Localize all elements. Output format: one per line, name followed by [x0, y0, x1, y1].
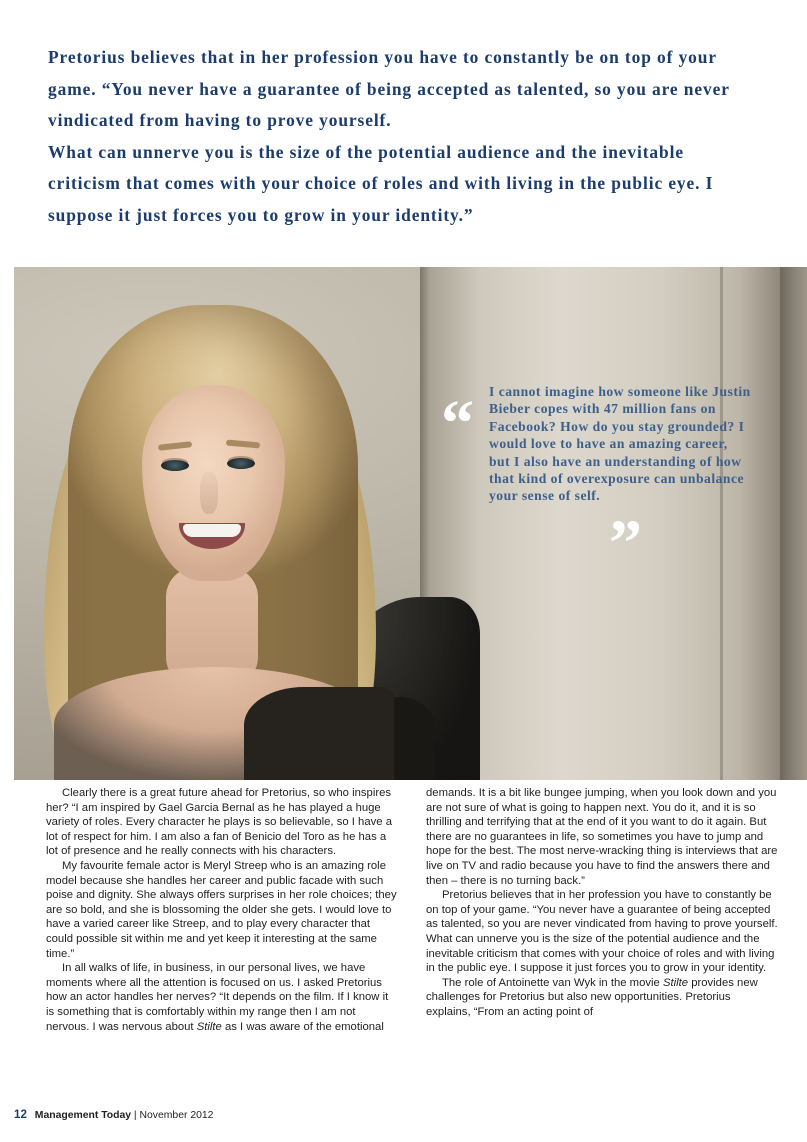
page-left-margin: [0, 0, 14, 1142]
subject-teeth: [183, 524, 241, 537]
paragraph: demands. It is a bit like bungee jumping, when you look down and you are not sure of what is going to happen next. You do it, and it is so thrilling and terrifying that at the end of it you want to do it again. But there are no guarantees in life, so sometimes you have to jump and hope for the best. The most nerve-wracking thing is interviews that are live on TV and radio because you have to find the answers there and then – there is no turning back.”: [426, 787, 778, 887]
photo-pull-quote-text: I cannot imagine how someone like Justin Bieber copes with 47 million fans on Facebook? How do you stay grounded? I would love to have an amazing career, but I also have an understanding of how that kind of overexposure can unbalance your sense of self.: [489, 384, 751, 504]
subject-eye-right: [227, 458, 255, 469]
article-column-left: [46, 786, 398, 1034]
page-footer: [14, 1108, 807, 1121]
paragraph: Pretorius believes that in her profession you have to constantly be on top of your game. “You never have a guarantee of being accepted as talented, so you are never vindicated from having to prove yourself. What can unnerve you is the size of the potential audience and the inevitable criticism that comes with your choice of roles and with living in the public eye. I suppose it just forces you to grow in your identity.: [426, 889, 778, 975]
lead-quote-paragraph-1: Pretorius believes that in her profession you have to constantly be on top of your game. “You never have a guarantee of being accepted as talented, so you are never vindicated from having to prove yourself.: [48, 47, 730, 130]
lead-pull-quote: [48, 42, 760, 231]
paragraph: My favourite female actor is Meryl Streep who is an amazing role model because she handles her career and public facade with such poise and dignity. She always offers surprises in her role choices; they are so bold, and she is blossoming the older she gets. I would love to have a varied career like Streep, and to play every character that could possible sit within me and yet keep it interesting at the same time.”: [46, 859, 397, 960]
photo-right-edge-shadow: [780, 267, 807, 780]
quote-mark-close-icon: ”: [609, 507, 643, 580]
paragraph: The role of Antoinette van Wyk in the movie Stilte provides new challenges for Pretorius but also new opportunities. Pretorius explains, “From an acting point of: [426, 976, 758, 1018]
paragraph: In all walks of life, in business, in our personal lives, we have moments where all the attention is focused on us. I asked Pretorius how an actor handles her nerves? “It depends on the film. If I know it is something that is comfortably within my range then I am not nervous. I was nervous about Stilte as I was aware of the emotional: [46, 962, 389, 1033]
paragraph: Clearly there is a great future ahead for Pretorius, so who inspires her? “I am inspired by Gael Garcia Bernal as he has played a huge variety of roles. Every character he plays is so believable, so I have a lot of respect for him. I am also a fan of Benicio del Toro as he has a lot of presence and he really connects with his characters.: [46, 787, 392, 858]
subject-nose: [200, 472, 218, 514]
footer-separator: |: [133, 1110, 137, 1121]
publication-name: Management Today: [34, 1110, 132, 1121]
lead-quote-paragraph-2: What can unnerve you is the size of the potential audience and the inevitable criticism that comes with your choice of roles and with living in the public eye. I suppose it just forces you to grow in your identity.”: [48, 141, 714, 225]
quote-mark-open-icon: “: [441, 387, 475, 460]
article-body: [14, 786, 807, 1092]
article-column-right: [426, 786, 778, 1020]
feature-photograph: [14, 267, 807, 780]
photo-pull-quote: [441, 383, 751, 580]
subject-garment: [244, 687, 394, 780]
issue-date: November 2012: [139, 1110, 214, 1121]
page-number: 12: [14, 1108, 27, 1121]
subject-eye-left: [161, 460, 189, 471]
